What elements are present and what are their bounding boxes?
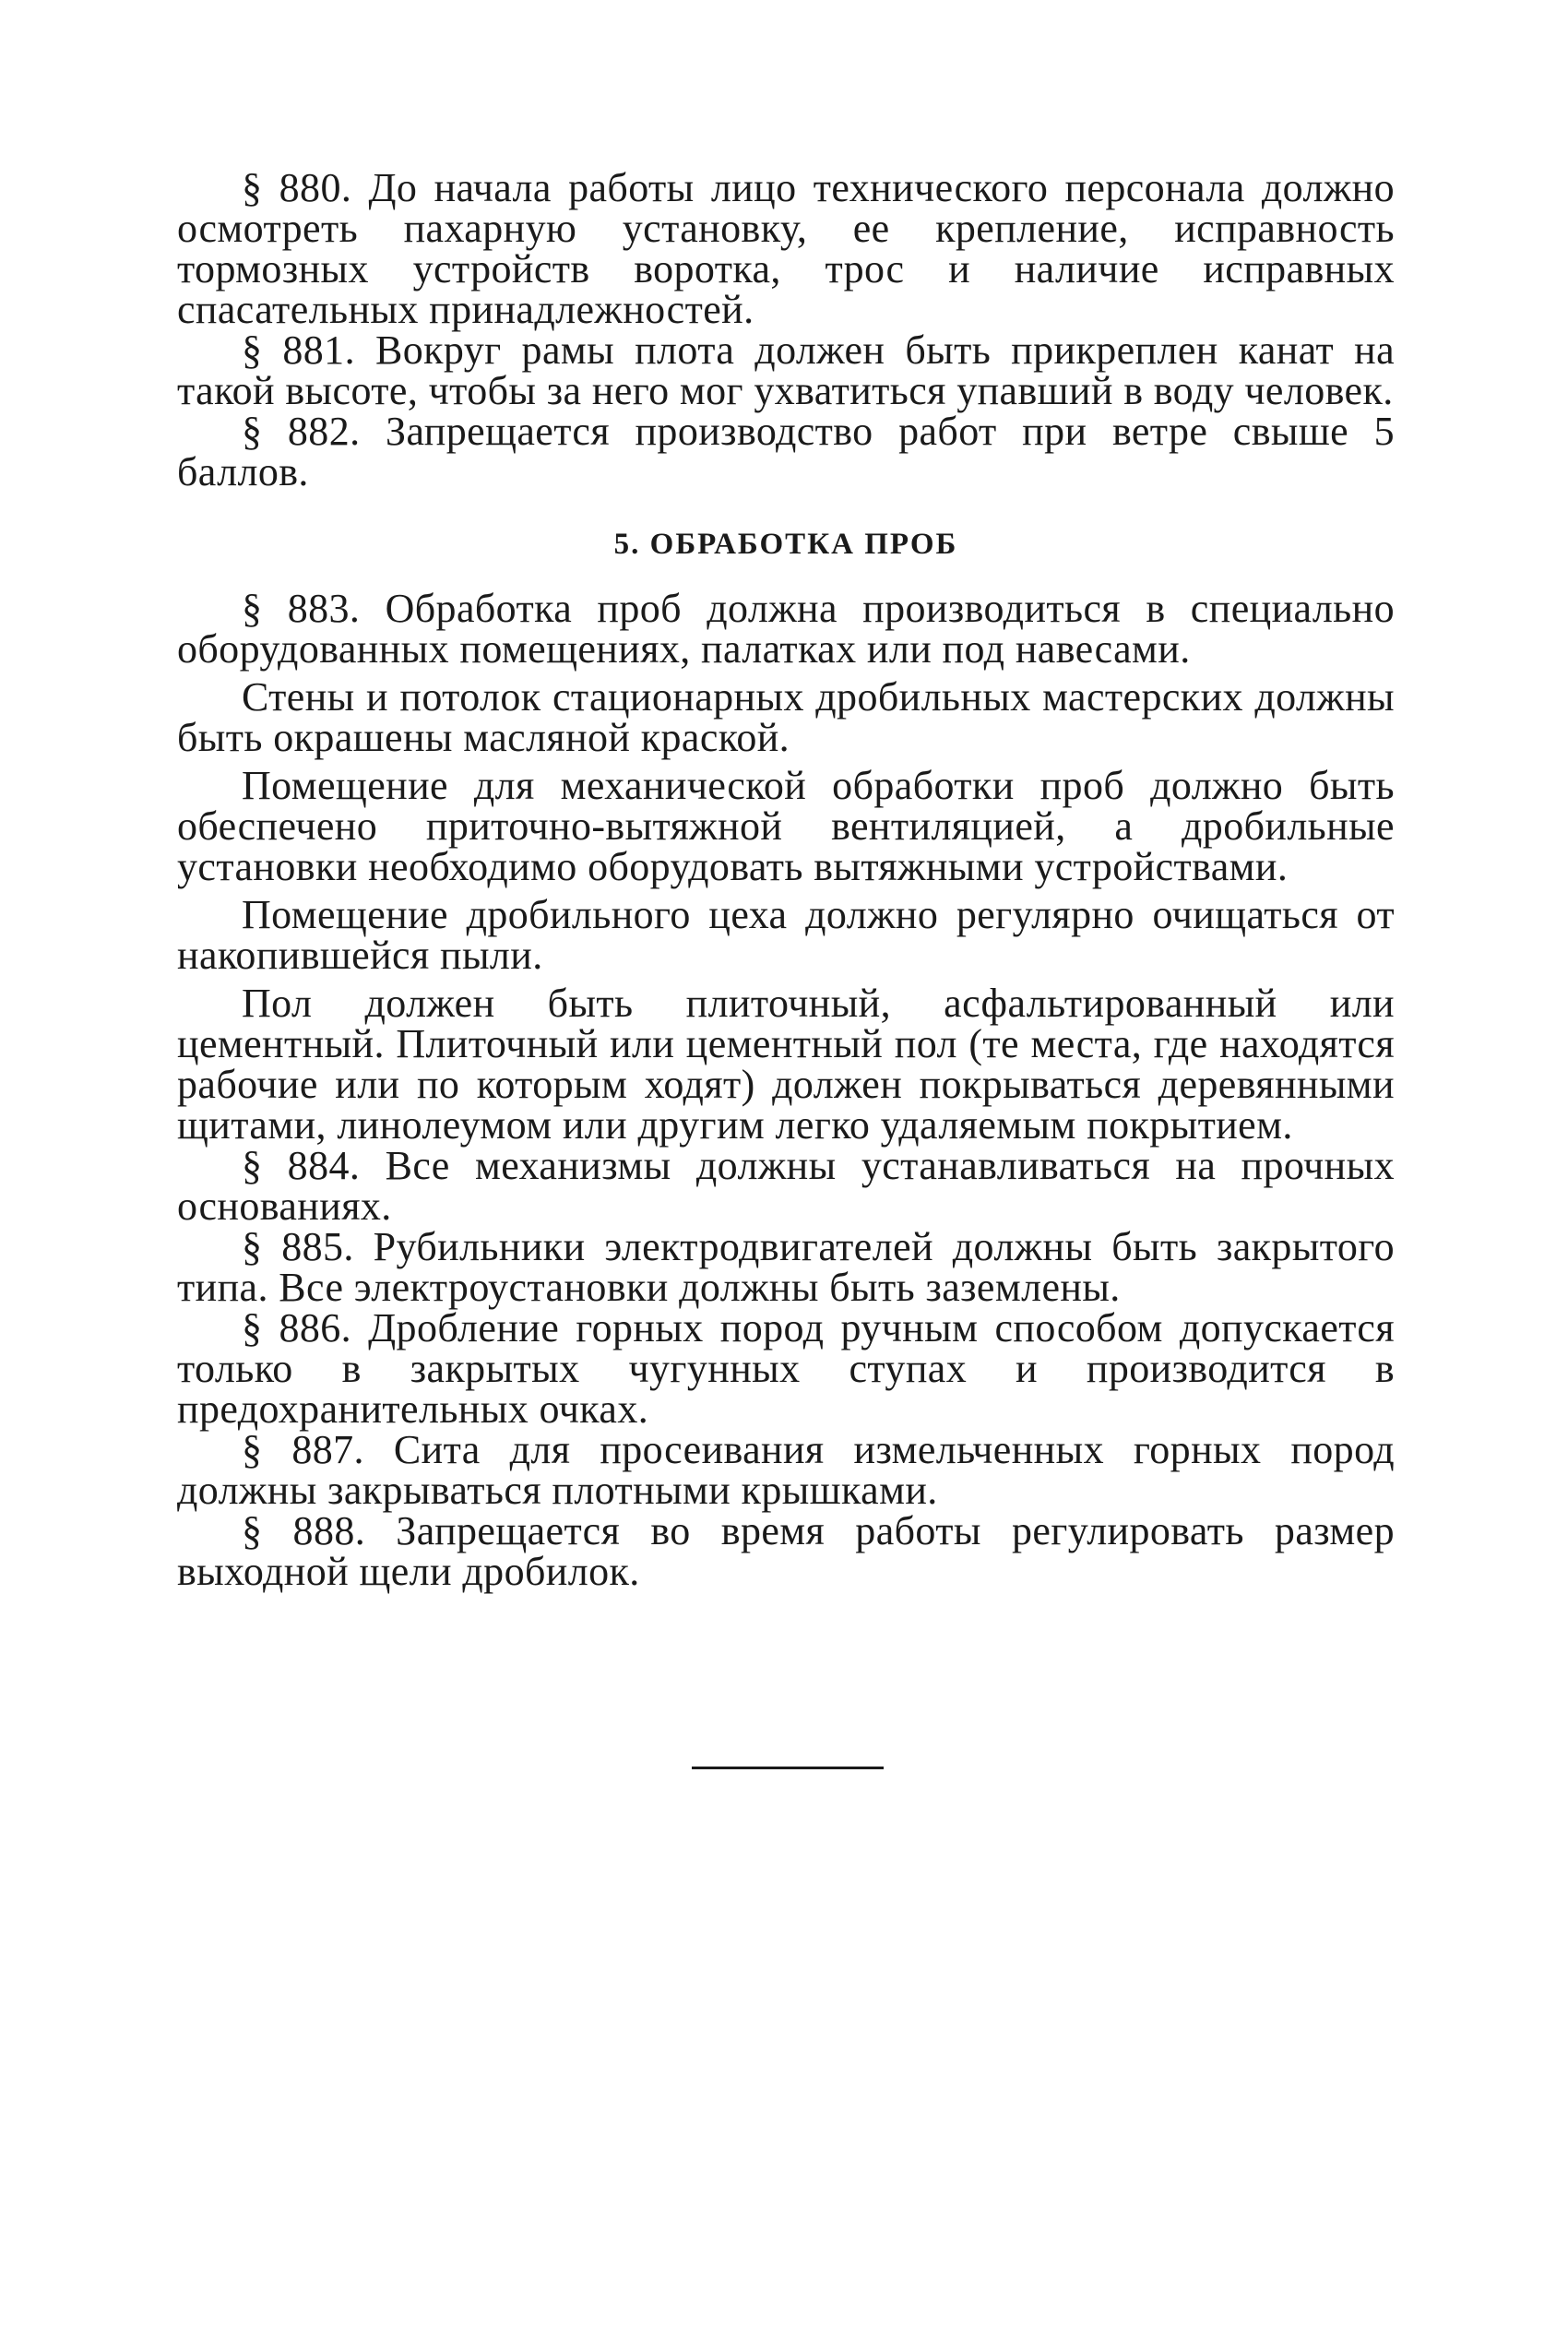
paragraph-883-dust: Помещение дробильного цеха должно регулярно очищаться от накопившейся пыли. bbox=[177, 892, 1395, 978]
paragraph-880: § 880. До начала работы лицо технического персонала должно осмотреть пахарную установку, ее крепление, исправность тормозных устройств воротка, трос и наличие исправных спасательных принадлежностей. bbox=[177, 165, 1395, 332]
paragraph-888: § 888. Запрещается во время работы регулировать размер выходной щели дробилок. bbox=[177, 1508, 1395, 1594]
paragraph-886: § 886. Дробление горных пород ручным способом допускается только в закрытых чугунных ступах и производится в предохранительных очках. bbox=[177, 1305, 1395, 1432]
paragraph-883-floor: Пол должен быть плиточный, асфальтированный или цементный. Плиточный или цементный пол (те места, где находятся рабочие или по которым ходят) должен покрываться деревянными щитами, линолеумом или другим легко удаляемым покрытием. bbox=[177, 981, 1395, 1148]
paragraph-885: § 885. Рубильники электродвигателей должны быть закрытого типа. Все электроустановки должны быть заземлены. bbox=[177, 1224, 1395, 1310]
paragraph-883-walls: Стены и потолок стационарных дробильных мастерских должны быть окрашены масляной краской. bbox=[177, 674, 1395, 760]
paragraph-884: § 884. Все механизмы должны устанавливаться на прочных основаниях. bbox=[177, 1143, 1395, 1229]
paragraph-883-ventilation: Помещение для механической обработки проб должно быть обеспечено приточно-вытяжной вентиляцией, а дробильные установки необходимо оборудовать вытяжными устройствами. bbox=[177, 763, 1395, 889]
document-page bbox=[177, 165, 1395, 1594]
section-heading: 5. ОБРАБОТКА ПРОБ bbox=[613, 528, 958, 561]
paragraph-882: § 882. Запрещается производство работ при ветре свыше 5 баллов. bbox=[177, 409, 1395, 494]
paragraph-887: § 887. Сита для просеивания измельченных горных пород должны закрываться плотными крышками. bbox=[177, 1427, 1395, 1513]
paragraph-883: § 883. Обработка проб должна производиться в специально оборудованных помещениях, палатках или под навесами. bbox=[177, 586, 1395, 672]
paragraph-881: § 881. Вокруг рамы плота должен быть прикреплен канат на такой высоте, чтобы за него мог ухватиться упавший в воду человек. bbox=[177, 327, 1395, 413]
end-rule-divider bbox=[692, 1767, 884, 1769]
